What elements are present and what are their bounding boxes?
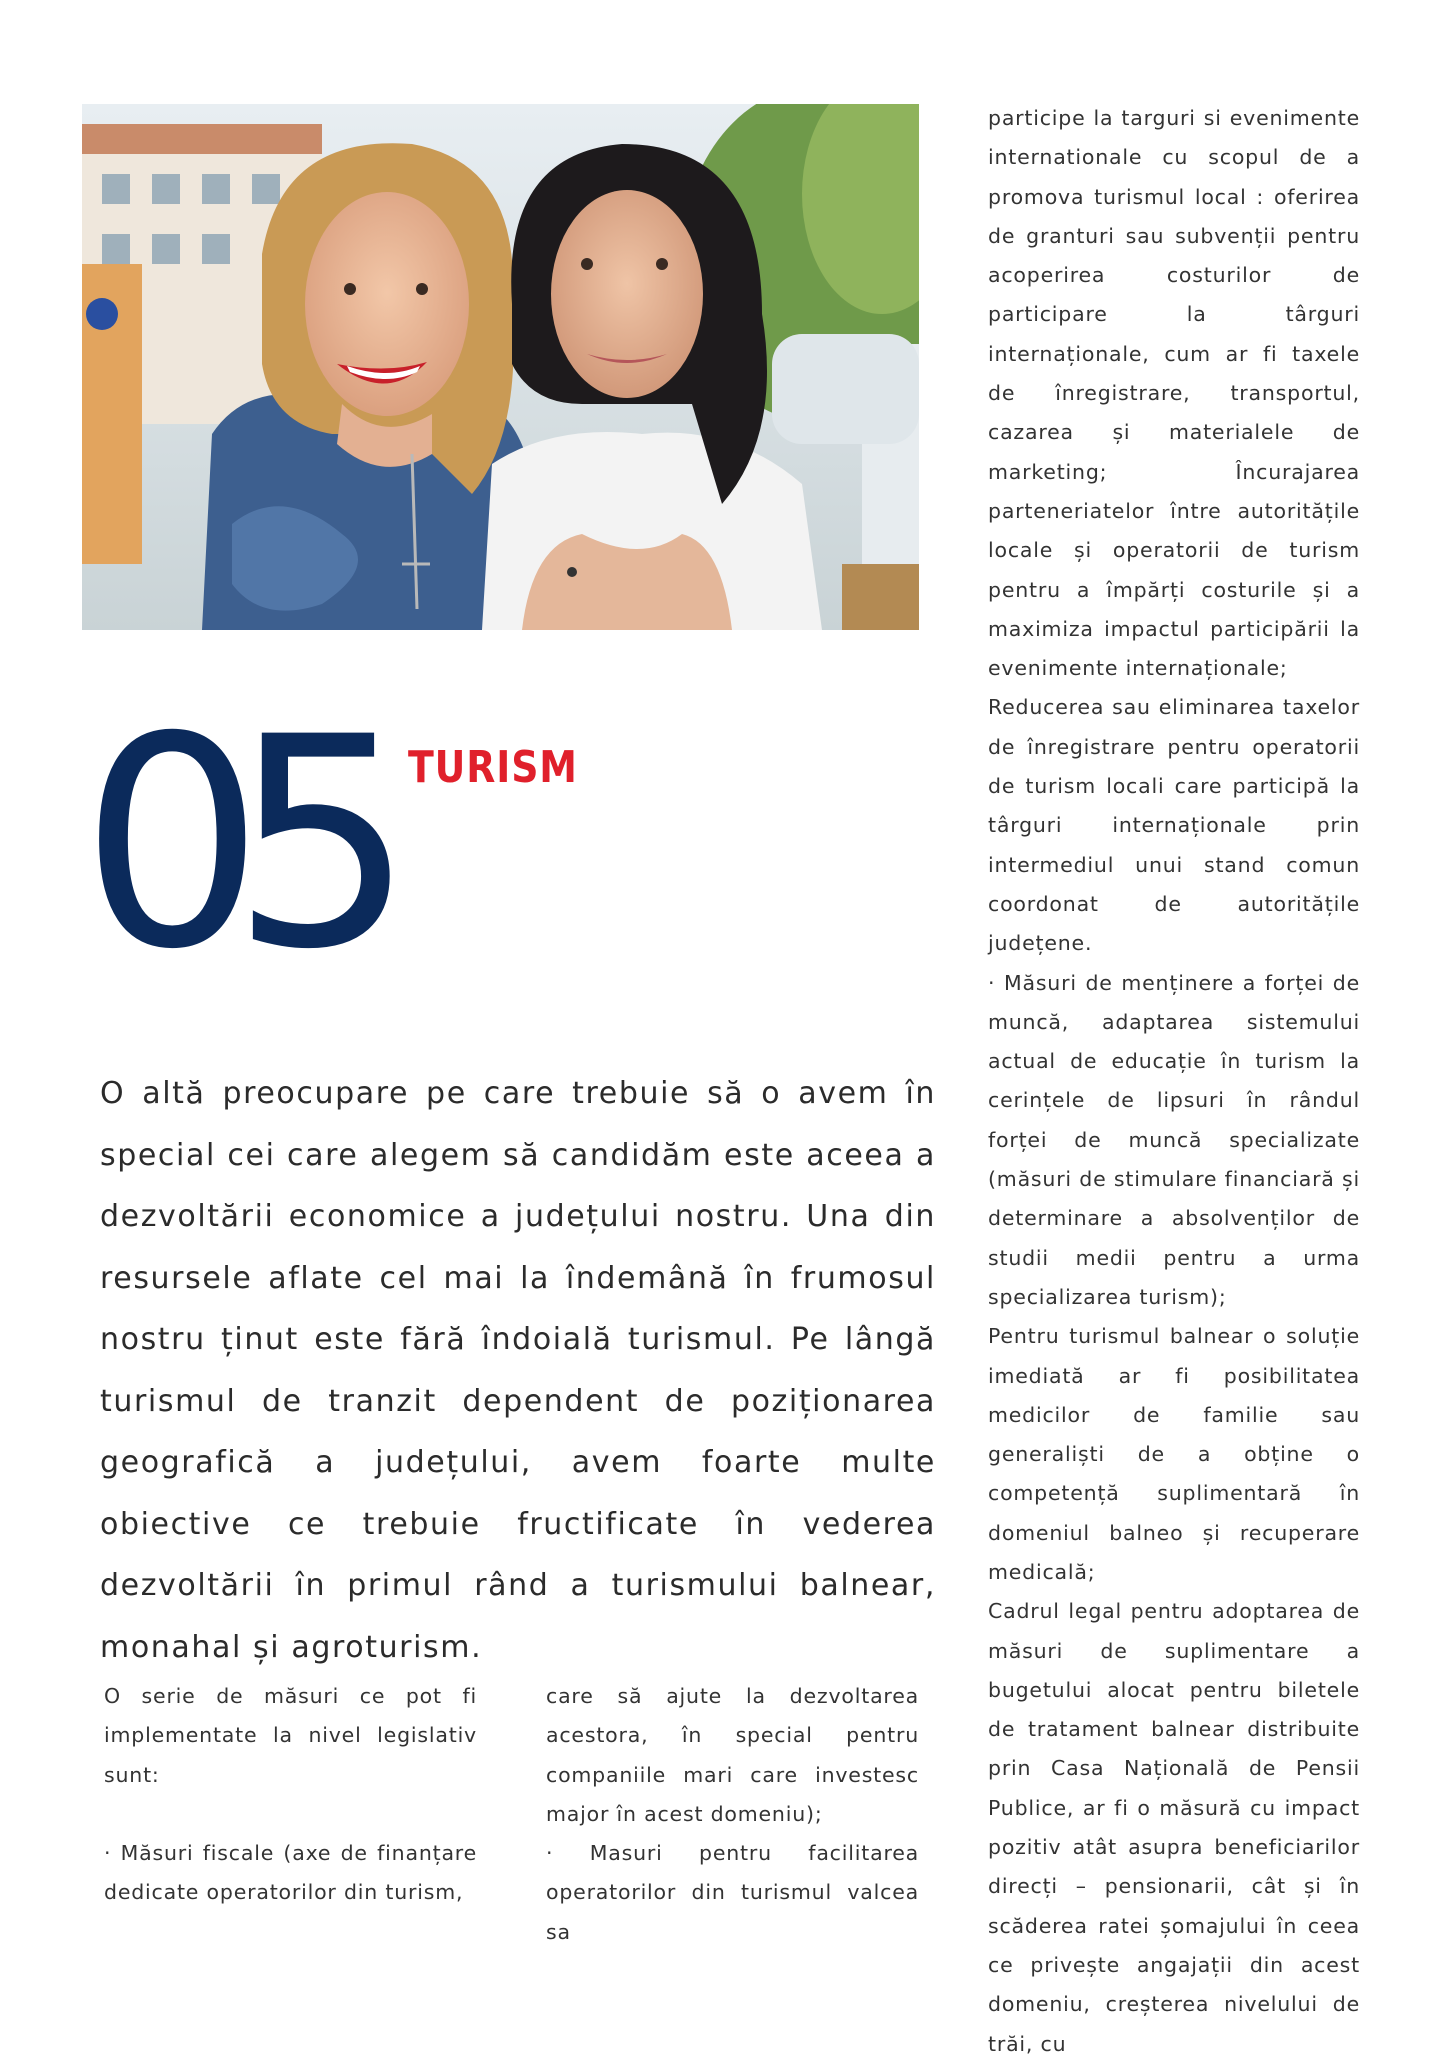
column-paragraph: O serie de măsuri ce pot fi implementate la nivel legislativ sunt: (104, 1684, 477, 1787)
text-column-1 (104, 1677, 477, 1912)
column-paragraph: Reducerea sau eliminarea taxelor de înregistrare pentru operatorii de turism locali care participă la târguri internaționale prin intermediul unui stand comun coordonat de autoritățile județene. (988, 695, 1360, 956)
portrait-photo (82, 104, 919, 630)
column-paragraph: · Măsuri fiscale (axe de finanțare dedicate operatorilor din turism, (104, 1840, 477, 1905)
text-column-2 (546, 1677, 919, 1952)
section-title: TURISM (408, 742, 578, 793)
column-paragraph: · Masuri pentru facilitarea operatorilor din turismul valcea sa (546, 1841, 919, 1944)
section-number: 05 (80, 676, 382, 1013)
column-paragraph: Pentru turismul balnear o soluție imediată ar fi posibilitatea medicilor de familie sau generaliști de a obține o competență suplimentară în domeniul balneo și recuperare medicală; (988, 1324, 1360, 1584)
column-paragraph: Cadrul legal pentru adoptarea de măsuri de suplimentare a bugetului alocat pentru biletele de tratament balnear distribuite prin Casa Națională de Pensii Publice, ar fi o măsură cu impact pozitiv atât asupra beneficiarilor direcți – pensionarii, cât și în scăderea ratei șomajului în ceea ce privește angajații din acest domeniu, creșterea nivelului de trăi, cu (988, 1599, 1360, 2056)
intro-paragraph: O altă preocupare pe care trebuie să o avem în special cei care alegem să candidăm este aceea a dezvoltării economice a județului nostru. Una din resursele aflate cel mai la îndemână în frumosul nostru ținut este fără îndoială turismul. Pe lângă turismul de tranzit dependent de poziționarea geografică a județului, avem foarte multe obiective ce trebuie fructificate în vederea dezvoltării în primul rând a turismului balnear, monahal și agroturism. (100, 1076, 936, 1665)
column-paragraph: · Măsuri de menținere a forței de muncă, adaptarea sistemului actual de educație în turism la cerințele de lipsuri în rândul forței de muncă specializate (măsuri de stimulare financiară și determinare a absolvenților de studii medii pentru a urma specializarea turism); (988, 970, 1360, 1309)
photo-two-women (82, 104, 919, 630)
column-paragraph: care să ajute la dezvoltarea acestora, în special pentru companiile mari care investesc major în acest domeniu); (546, 1684, 919, 1826)
text-column-3 (988, 99, 1360, 2064)
column-paragraph: participe la targuri si evenimente internationale cu scopul de a promova turismul local : oferirea de granturi sau subvenții pentru acoperirea costurilor de participare la târguri internaționale, cum ar fi taxele de înregistrare, transportul, cazarea și materialele de marketing; Încurajarea parteneriatelor între autoritățile locale și operatorii de turism pentru a împărți costurile și a maximiza impactul participării la evenimente internaționale; (988, 106, 1360, 681)
